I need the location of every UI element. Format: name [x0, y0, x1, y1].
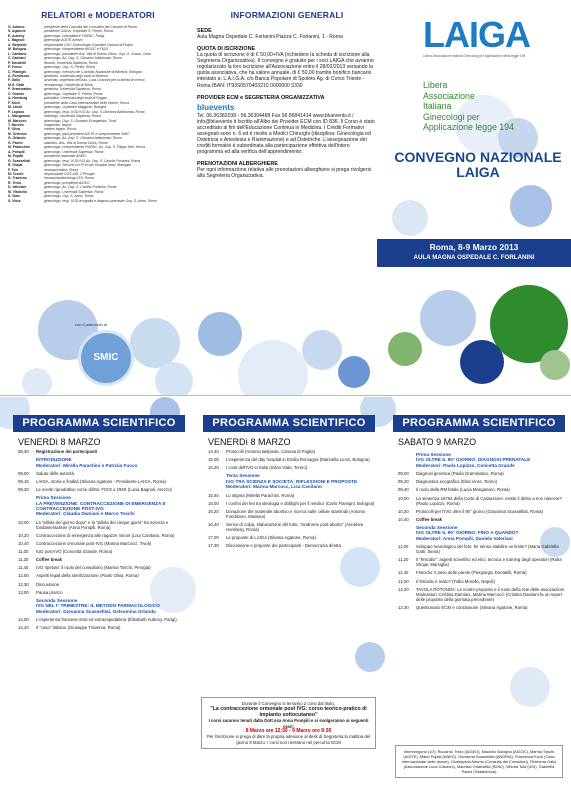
- relatore-name: L. Bagnoli: [8, 38, 25, 43]
- relatore-role: neonatologo, Università di Siena: [44, 82, 93, 87]
- sede-heading: SEDE: [197, 28, 212, 34]
- relatore-role: psichiatra, Università degli studi di Foggia: [44, 96, 107, 101]
- relatore-role: responsabile UOS-ASL 2 Perugia: [44, 171, 95, 176]
- program-item: Protocolli (Antonio Belpiede, Canosa di Puglia): [226, 449, 316, 454]
- brochure-cover-side: [0, 0, 571, 396]
- acronym-line: Ginecologi per: [423, 111, 480, 122]
- relatore-role: magistrato, Napoli: [44, 122, 72, 127]
- program-time: 09,20: [398, 479, 409, 485]
- program-item: Coffee break: [416, 516, 443, 522]
- acronym-line: Applicazione legge 194: [423, 122, 514, 133]
- relatore-role: ginecologo, past president AGITE e vicepresidente SMIC: [44, 131, 130, 136]
- program-row: [208, 535, 380, 540]
- relatore-role: ginecologo, Università Sapienza, Roma: [44, 189, 104, 194]
- program-item: Il "feticidio": aspetti scientifici ed etici, tecnica e training degli operatori (Raha Shojai, Marsiglia): [416, 557, 562, 568]
- relatore-name: R. Trivio: [8, 180, 22, 185]
- decor-bubble: [238, 340, 308, 396]
- relatore-role: ginecologo, presidente Ass. Vita di Donna Onlus, Osp. G. Grassi, Ostia: [44, 51, 151, 56]
- program-row: [18, 541, 190, 546]
- decor-bubble: [340, 547, 380, 587]
- relatore-name: E. Aubeny: [8, 33, 25, 38]
- event-place: AULA MAGNA OSPEDALE C. FORLANINI: [413, 254, 535, 261]
- relatore-role: neuropsichiatra, Roma: [44, 167, 79, 172]
- relatore-name: P. Lopizzo: [8, 109, 25, 114]
- acronym-line: Associazione: [423, 90, 475, 101]
- decor-bubble: [22, 368, 52, 396]
- decor-bubble: [198, 312, 242, 356]
- bluevents-logo: bluevents: [197, 102, 235, 112]
- relatore-role: presidente nazionale ANED: [44, 154, 86, 159]
- program-row: [208, 501, 380, 506]
- session-heading: INTRODUZIONE Moderatori: Mirella Parachini e Patrizia Fucco: [36, 457, 138, 468]
- relatore-role: ginecologo, vicepresidente AIGOC e FIOG: [44, 47, 108, 52]
- program-item: L'esperienza del day hospital in Emilia Romagna (Marinella Lenzi, Bologna): [226, 457, 370, 463]
- relatore-name: M. Marcocc: [8, 118, 27, 123]
- session-heading: Seconda Sessione IVG OLTRE IL 90° GIORNO: FINO A QUANDO? Moderatori: Anna Pompili, Daniela Valeriani: [416, 524, 519, 541]
- program-time: 13,30: [398, 604, 409, 610]
- program-row: [398, 579, 570, 584]
- program-row: [18, 471, 190, 476]
- courses-note: Per l'iscrizione si prega di dare la propria adesione al desk di Segreteria la mattina del giorno 8 Marzo. I corsi non rientrano nel percorso ECM: [206, 734, 371, 745]
- day-heading: VENERDì 8 MARZO: [208, 437, 291, 447]
- program-item: Discussione e proposte dei partecipanti - Democrazia diretta: [226, 543, 341, 549]
- program-row: [18, 590, 190, 595]
- quota-heading: QUOTA DI ISCRIZIONE: [197, 46, 256, 53]
- program-time: 10,20: [398, 508, 409, 514]
- program-row: [18, 479, 190, 484]
- decor-bubble: [540, 350, 570, 380]
- relatore-name: C. Flamigni: [8, 69, 27, 74]
- relatore-name: M. Paracchini: [8, 145, 30, 150]
- program-row: [18, 557, 190, 562]
- program-time: 14,40: [208, 449, 219, 454]
- program-item: Sviluppo neurologico del feto: fer senso stabilire un limite? (Maria Gabriella Gatti, Siena): [416, 544, 559, 555]
- program-item: Il "caso" italiano (Giuseppe Traversa, Roma): [36, 625, 121, 631]
- relatore-role: ginecologo, Az. Osp. S. Giovanni Addolorata, Roma: [44, 56, 122, 61]
- relatore-name: F. Tole: [8, 167, 19, 172]
- program-item: Diagnostica ecografica (Elsa Viora, Torino): [416, 479, 498, 485]
- relatore-name: C. Damiani: [8, 56, 26, 61]
- program-column-friday-afternoon: [208, 449, 380, 551]
- interventions-box: Intervengono (10'): Riccardo Trivio (AIGEO), Maurizio Bologna (AIGOC), Marina Toschi (AGITE), Mario Pujatti (ANED), Giovanna Scassellati (ANDRIA), Francesca Koch (Casa Internazionale delle donne), Giuseppina Adorno (Consulta dei Consultori), Filomena Gallo (Associazione Luca Coscioni), Maurizio Orlandella (SMIC), Vittoria Tola (UDI), Gabriella Pacini (Vitadidonna): [395, 745, 563, 778]
- program-row: [398, 570, 570, 575]
- program-row: [18, 449, 190, 454]
- laiga-logo-subtitle: Libera Associazione Italiana Ginecologi per Applicazione della legge 194: [423, 54, 526, 58]
- program-item: Discussione: [36, 581, 60, 587]
- relatore-name: S. Agatone: [8, 29, 26, 34]
- relatore-name: C. Grande: [8, 91, 25, 96]
- relatore-role: farmacoepidemiologo ISS, Roma: [44, 176, 94, 181]
- relatore-name: S. Viale: [8, 194, 21, 199]
- relatore-role: ginecologo, vicepresidente FIAPAC, Az. Osp. S. Filippo Neri, Roma: [44, 145, 146, 150]
- relatore-role: radiologo, Università Sapienza, Roma: [44, 114, 101, 119]
- prenotazioni-text: Per ogni informazione relativa alle prenotazioni alberghiere si prega rivolgersi alla Segreteria Organizzativa.: [197, 167, 372, 180]
- program-time: 10,40: [18, 541, 29, 547]
- relatore-name: A. Fondisoso: [8, 73, 30, 78]
- program-row: [398, 517, 570, 522]
- relatore-name: A. Belpiede: [8, 42, 27, 47]
- program-item: La "pillola del giorno dopo" e la "pillola dei cinque giorni" tra scienza e fondamentalismi (Anna Pompili, Roma): [36, 519, 169, 530]
- program-row: [398, 605, 570, 610]
- relatore-name: M. Landi: [8, 105, 22, 110]
- relatore-role: ginecologo, resp. UOD IVG Az. Osp. S. Camillo Forlanini, Roma: [44, 158, 141, 163]
- program-item: La sentenza 16754 della Corte di Cassazione: esiste il diritto a non nascere? (Paolo Lopizzo, Roma): [416, 495, 562, 506]
- relatore-name: M. Bologna: [8, 47, 27, 52]
- program-item: TAVOLA ROTONDA: Le nostre proposte e il ruolo della rete delle associazioni Moderatori: Cristina Damiani, Marina Marcoccì (Cristina Damiani fa un report delle proposte della giornata precedente): [416, 586, 565, 602]
- program-row: [398, 496, 570, 506]
- relatore-role: filosofo, Università Sapienza, Roma: [44, 60, 98, 65]
- program-item: Coffee break: [36, 557, 63, 563]
- relatore-name: P. Grammatico: [8, 87, 32, 92]
- decor-bubble: [302, 330, 342, 370]
- relatore-name: A. Homberg: [8, 96, 28, 101]
- courses-box: [201, 697, 376, 749]
- session-heading: Seconda Sessione IVG NEL I° TRIMESTRE: IL METODO FARMACOLOGICO Moderatori: Giovanna Scassellati, Gelsomina Orlando: [36, 597, 160, 614]
- program-time: 17,30: [208, 543, 219, 549]
- program-row: [18, 573, 190, 578]
- relatore-role: ginecologo, Ospedale Maggiore, Bologna: [44, 105, 107, 110]
- program-item: I costi dell'IVG in Italia (Silvio Viale, Torino): [226, 465, 308, 471]
- program-item: L'esperienza francese intra ed extraospedaliera (Elisabeth Aubeny, Parigi): [36, 616, 177, 622]
- relatore-role: ginecologo, Ospedale S. Pertini, Roma: [44, 91, 103, 96]
- program-row: [18, 565, 190, 570]
- relatore-name: S. Viora: [8, 198, 21, 203]
- relatore-name: G. Traversa: [8, 176, 27, 181]
- relatore-name: M. Toschi: [8, 171, 24, 176]
- program-row: [18, 487, 190, 492]
- relatore-role: responsabile UOC Ginecologia Ospedale Canosa di Puglia: [44, 42, 133, 47]
- program-row: [208, 543, 380, 548]
- program-item: Aspetti legali della sterilizzazione (Paolo Oliva, Roma): [36, 573, 139, 579]
- program-row: [398, 471, 570, 476]
- program-header: PROGRAMMA SCIENTIFICO: [13, 415, 185, 432]
- program-time: 09,40: [398, 487, 409, 493]
- relatore-role: presidente LAIGA, Ospedale S. Pertini, Roma: [44, 29, 113, 34]
- decor-bubble: [510, 667, 550, 707]
- program-item: Il ruolo della RM fetale (Lucia Manganaro, Roma): [416, 487, 510, 493]
- program-time: 08,30: [18, 449, 29, 454]
- program-row: [208, 465, 380, 470]
- decor-bubble: [355, 642, 385, 672]
- relatore-role: avvocato, segretario dell'Ass. Luca Coscioni per la libertà di ricerca: [44, 78, 145, 83]
- relatore-name: L. Canitano: [8, 51, 27, 56]
- program-row: [208, 449, 380, 454]
- smic-logo: SMIC: [78, 330, 134, 386]
- relatore-role: ginecologo, Università Sapienza, Roma: [44, 149, 104, 154]
- sede-text: Aula Magna Ospedale C. Forlanini Piazza C. Forlanini, 1 - Roma: [197, 34, 343, 40]
- relatore-role: ginecologo, Az. Osp. S. Camillo Forlanini, Roma: [44, 185, 117, 190]
- program-time: 11,40: [398, 570, 409, 576]
- event-date: Roma, 8-9 Marzo 2013: [429, 242, 519, 252]
- program-row: [18, 520, 190, 530]
- relatore-role: presidente della Casa Internazionale delle Donne, Roma: [44, 100, 130, 105]
- program-time: 12,20: [398, 586, 409, 592]
- decor-bubble: [338, 356, 370, 388]
- acronym-line: Italiana: [423, 101, 452, 112]
- relatore-role: genetista, Università Sapienza, Roma: [44, 87, 101, 92]
- program-item: Registrazione dei partecipanti: [36, 449, 98, 454]
- patron-label: con il patrocinio di: [75, 322, 108, 327]
- program-time: 16,40: [208, 521, 219, 527]
- program-time: 17,00: [208, 535, 219, 541]
- relatore-name: T. Morello: [8, 122, 24, 127]
- relatore-name: R. Shejai: [8, 163, 23, 168]
- program-time: 10,40: [398, 516, 409, 522]
- relatore-role: genetista, Università degli studi di Modena: [44, 73, 108, 78]
- session-heading: Prima Sessione LA PREVENZIONE: CONTRACCEZIONE DI EMERGENZA E CONTRACCEZIONE POST-IVG Moderatori: Claudia Damiani e Marco Toschi: [36, 495, 166, 517]
- program-time: 13,00: [18, 589, 29, 595]
- program-item: Questionario ECM e conclusione (Silvana Agatone, Roma): [416, 604, 528, 610]
- relatore-role: ginecologo, Osp. S. Giovanni Evangelista, Tivoli: [44, 118, 117, 123]
- program-item: I confini dei feti tra ideologia e obblighi per il medico (Carlo Flamigni, Bologna): [226, 500, 375, 506]
- program-item: Saluto delle autorità: [36, 470, 74, 476]
- day-heading: VENERDì 8 MARZO: [18, 437, 101, 447]
- decor-bubble: [460, 340, 504, 384]
- program-item: Pausa pranzo: [36, 589, 63, 595]
- program-row: [18, 625, 190, 630]
- decor-bubble: [392, 200, 428, 236]
- courses-teacher: I corsi saranno tenuti dalla Dott.ssa Anna Pompili e si svolgeranno ai seguenti orari:: [208, 718, 369, 729]
- relatore-role: ginecologo, presidente AIGEO: [44, 180, 90, 185]
- program-time: 09,00: [398, 471, 409, 477]
- relatore-name: A. Pompili: [8, 149, 25, 154]
- convegno-title: CONVEGNO NAZIONALE LAIGA: [394, 149, 562, 180]
- program-row: [18, 533, 190, 538]
- courses-dates: 8 Marzo ore 12:30 - 9 Marzo ore 8:30: [245, 728, 332, 735]
- program-time: 12,00: [398, 578, 409, 584]
- session-heading: Terza Sessione IVG TRA SCIENZA E SOCIETÀ: RIFLESSIONI E PROPOSTE Moderatori: Marina Marcocc, Lisa Canitano: [226, 473, 358, 490]
- relatore-name: F. Gallo: [8, 78, 21, 83]
- laiga-logo: LAIGA: [423, 14, 530, 55]
- program-time: 11,20: [18, 557, 29, 563]
- decor-bubble: [130, 318, 180, 368]
- program-time: 16,20: [208, 508, 219, 514]
- program-row: [18, 582, 190, 587]
- relatori-column: [8, 10, 188, 203]
- program-row: [398, 544, 570, 554]
- program-time: 15,00: [208, 457, 219, 463]
- relatore-name: F. Koch: [8, 100, 21, 105]
- decor-bubble: [420, 290, 476, 346]
- provider-text: Tel. 06.36382038 - 06.36304489 Fax 06.96841414 www.bluevents.it / info@bluevents.it Iscritto all'Albo dei Provider ECM con ID 836. Il Corso è stato accreditato ai fini dell'Educazione Continua in Medicina. I Crediti Formativi assegnati sono n. 6 ed è rivolto a Medici Chirurghi (disciplina: Ginecologia ed Ostetricia e Anestesia e Rianimazione) e ad Ostetriche. L'assegnazione dei crediti formativi è subordinata alla partecipazione effettiva dell'intero programma ed alla verifica dell'apprendimento.: [197, 112, 375, 156]
- program-time: 10,00: [18, 519, 29, 525]
- program-item: Donazione del materiale abortivo e ricerca sulle cellule staminali (Antonio Fondisoso, Modena): [226, 508, 366, 519]
- relatore-role: ginecologo AGITE Arezzo: [44, 38, 83, 43]
- program-item: Contraccezione di emergenza alle ragazze minori (Lisa Canitano, Roma): [36, 533, 175, 538]
- info-title: INFORMAZIONI GENERALI: [230, 10, 344, 20]
- program-row: [398, 587, 570, 602]
- program-time: 09,15: [18, 479, 29, 484]
- program-time: 15,20: [208, 465, 219, 471]
- program-time: 10,20: [18, 533, 29, 538]
- relatore-name: L. Mangarano: [8, 114, 31, 119]
- program-time: 16,00: [208, 500, 219, 506]
- relatore-role: statistico, Ass. Vita di Donna Onlus, Roma: [44, 140, 108, 145]
- quota-text: La quota di iscrizione è di € 50,00+IVA (richiedere la scheda di iscrizione alla Segreteria Organizzativa). Il convegno è gratuito per i soci LAIGA che avranno regolarizzato la loro iscrizione all'Associazione entro il 28/02/2013 versando la quota associativa, che ha valore annuale, di € 50,00 tramite bonifico bancario intestato a: L.A.I.G.A. c/o Banca Popolare di Spoleto Ag. di Corso Trieste - Roma IBAN: IT93S0570403210 0000000 5330: [197, 52, 374, 89]
- program-item: Senso di colpa, elaborazione del lutto, "sindrome post-aborto" (Annelore Homberg, Roma): [226, 521, 364, 532]
- relatore-role: ginecologo, Osp. S. Pertini, Roma: [44, 65, 96, 70]
- brochure-program-side: [0, 397, 571, 808]
- program-row: [18, 617, 190, 622]
- program-time: 11,00: [18, 549, 29, 555]
- program-item: IUD post-IVG (Concetta Grande, Roma): [36, 549, 113, 555]
- relatore-role: presidente della Consulta dei Consultori del Comune di Roma: [44, 25, 137, 29]
- relatore-role: ginecologo, resp. UOD IVG Az. Osp. S.Giovanni Addolorata, Roma: [44, 109, 145, 114]
- program-time: 12,30: [18, 581, 29, 587]
- program-time: 15,40: [208, 492, 219, 498]
- prenotazioni-heading: PRENOTAZIONI ALBERGHIERE: [197, 161, 278, 168]
- decor-bubble: [155, 362, 193, 396]
- program-item: Lo stigma (Mirella Parachini, Roma): [226, 492, 295, 498]
- program-row: [398, 487, 570, 492]
- program-row: [208, 522, 380, 532]
- program-row: [398, 479, 570, 484]
- program-time: 11,00: [398, 544, 409, 550]
- relatore-role: ginecologo, Az. Osp. S. Giovanni Addolorata, Roma: [44, 136, 122, 141]
- courses-intro: Durante il Convegno si terranno 2 corsi dal titolo:: [242, 701, 335, 706]
- laiga-acronym: [423, 80, 514, 133]
- program-item: Protocolli per l'IVG oltre il 90° giorno (Giovanna Scassellati, Roma): [416, 508, 543, 514]
- decor-bubble: [510, 185, 552, 227]
- program-row: [18, 549, 190, 554]
- program-item: LAIGA, storia e finalità (Silvana Agatone - Presidente LAIGA, Roma): [36, 479, 166, 484]
- program-item: Diagnosi genetica (Paola Grammatico, Roma): [416, 471, 504, 477]
- program-column-saturday: [398, 449, 570, 613]
- program-time: 09,30: [18, 487, 29, 493]
- event-banner: [377, 239, 571, 267]
- relatore-name: M.G. Gatti: [8, 82, 25, 87]
- program-item: IVG ripetute: il ruolo del consultorio (Marina Toschi, Perugia): [36, 565, 151, 571]
- relatore-role: ginecologo, Servizio Du Pr Ecolic Hospital Nord, Marsiglia: [44, 163, 131, 168]
- relatore-role: ginecologo, cofondatrice FIAPAC, Parigi: [44, 33, 105, 38]
- relatore-name: M. Ortensio: [8, 131, 27, 136]
- program-row: [208, 509, 380, 519]
- relatore-name: D. Valeriani: [8, 185, 27, 190]
- program-item: Feticidio: il peso delle parole (Piergiorgio Donatelli, Roma): [416, 570, 527, 576]
- relatore-role: medico legale, Roma: [44, 127, 76, 132]
- info-column: [197, 10, 377, 180]
- program-item: Contraccezione ormonale post-IVG (Marina Marcoccì, Tivoli): [36, 541, 152, 547]
- program-time: 11,40: [18, 565, 29, 571]
- relatore-name: F. Oliva: [8, 127, 20, 132]
- day-heading: SABATO 9 MARZO: [398, 437, 477, 447]
- program-row: [398, 509, 570, 514]
- program-row: [208, 493, 380, 498]
- courses-title: "La contraccezione ormonale post IVG: corso teorico-pratico di impianto sottocutaneo": [210, 706, 367, 719]
- relatori-title: RELATORI e MODERATORI: [41, 10, 155, 20]
- program-time: 14,00: [18, 616, 29, 622]
- relatori-list: [8, 25, 188, 203]
- program-row: [208, 457, 380, 462]
- decor-bubble: [388, 332, 422, 366]
- relatore-name: P. Donatelli: [8, 60, 27, 65]
- relatore-name: P. Fucco: [8, 65, 22, 70]
- program-row: [398, 557, 570, 567]
- relatore-role: ginecologo, membro del Comitato Nazionale di Bioetica, Bologna: [44, 69, 142, 74]
- program-time: 14,20: [18, 625, 29, 631]
- relatore-role: ginecologo, Osp. S. Anna, Torino: [44, 194, 94, 199]
- program-time: 11,20: [398, 557, 409, 563]
- program-column-friday-morning: [18, 449, 190, 633]
- program-item: Le scelte riproduttive come diritto: FIGO e OMS (Lucia Bagnoli, Arezzo): [36, 487, 172, 493]
- session-heading: Prima Sessione IVG OLTRE IL 90° GIORNO: DIAGNOSI PRENATALE Moderatori: Paola Lopizzo, Concetta Grande: [416, 452, 531, 468]
- acronym-line: Libera: [423, 80, 448, 90]
- program-time: 12,00: [18, 573, 29, 579]
- program-time: 10,00: [398, 495, 409, 501]
- program-header: PROGRAMMA SCIENTIFICO: [203, 415, 375, 432]
- relatore-name: G. Adorno: [8, 25, 25, 29]
- relatore-name: G. Orlando: [8, 136, 26, 141]
- relatore-row: [8, 199, 188, 203]
- program-time: 09,00: [18, 470, 29, 476]
- program-header: PROGRAMMA SCIENTIFICO: [393, 415, 565, 432]
- relatore-name: G. Scassellati: [8, 158, 31, 163]
- relatore-name: M. Vitobello: [8, 189, 27, 194]
- relatore-name: M. Pujatti: [8, 154, 24, 159]
- program-item: Le proposte di LAIGA (Silvana Agatone, Roma): [226, 535, 316, 541]
- program-item: Il feticidio è reato? (Tullio Morello, Napoli): [416, 578, 495, 584]
- relatore-role: ginecologo, resp. UOD ecografia e diagnosi prenatale Osp. S. Anna, Torino: [44, 198, 157, 203]
- relatore-name: G. Pacini: [8, 140, 23, 145]
- provider-heading: PROVIDER ECM e SEGRETERIA ORGANIZZATIVA: [197, 94, 325, 101]
